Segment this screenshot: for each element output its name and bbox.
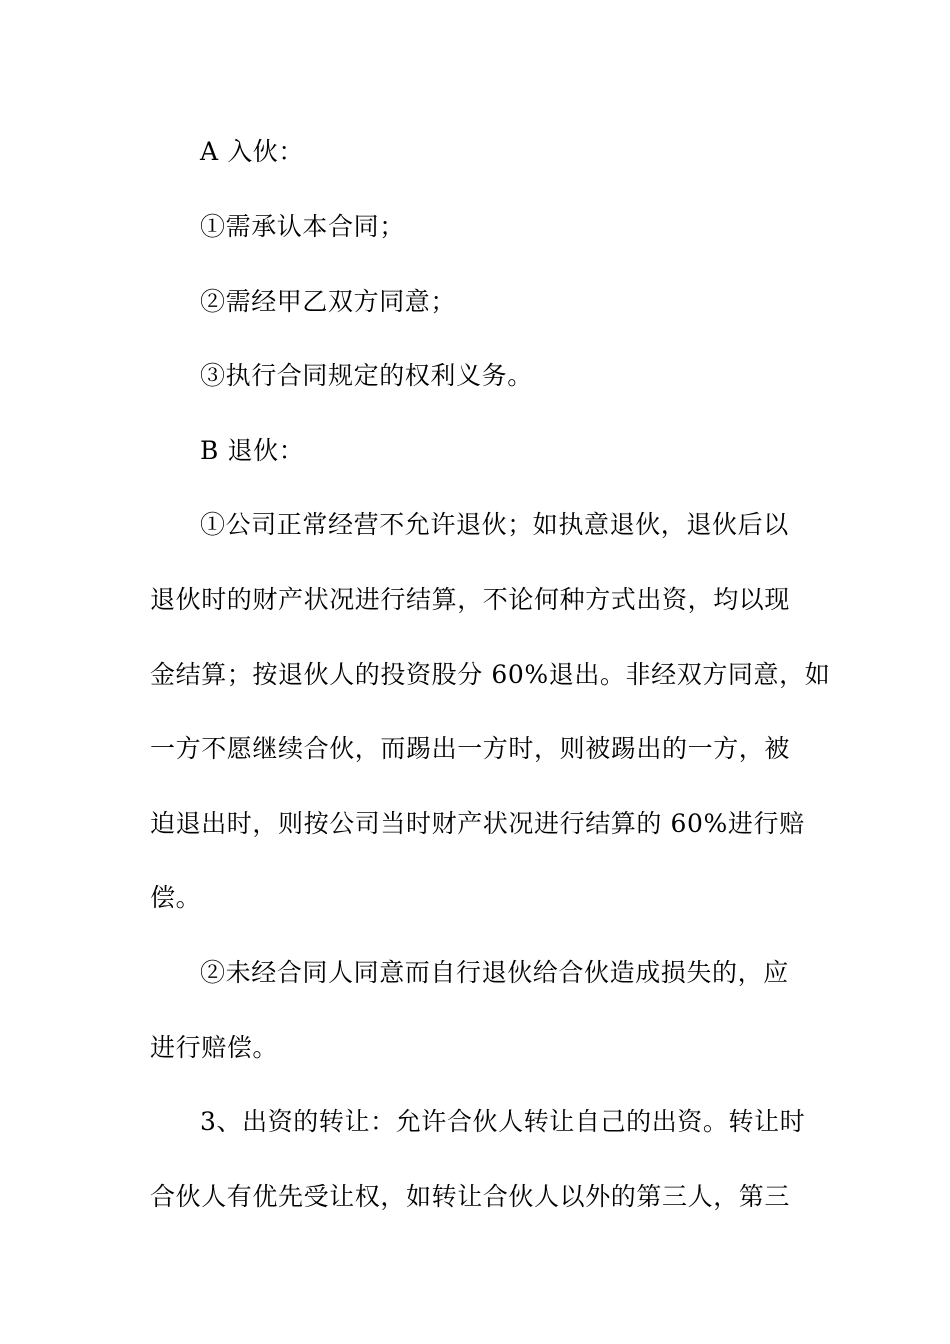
text-line-transfer-clause: 3、出资的转让：允许合伙人转让自己的出资。转让时 (200, 1107, 806, 1136)
text-line: 进行赔偿。 (150, 1033, 279, 1062)
text-line: 偿。 (150, 883, 202, 912)
text-line-join-item-3: ③执行合同规定的权利义务。 (200, 361, 533, 390)
text-line-join-item-1: ①需承认本合同； (200, 212, 405, 241)
text-line: 金结算；按退伙人的投资股分 60%退出。非经双方同意，如 (150, 660, 831, 689)
text-line: 退伙时的财产状况进行结算，不论何种方式出资，均以现 (150, 585, 791, 614)
text-line-withdraw-item-1: ①公司正常经营不允许退伙；如执意退伙，退伙后以 (200, 510, 789, 539)
text-line: 一方不愿继续合伙，而踢出一方时，则被踢出的一方，被 (150, 734, 791, 763)
text-line-join-item-2: ②需经甲乙双方同意； (200, 287, 457, 316)
text-line: 合伙人有优先受让权，如转让合伙人以外的第三人，第三 (150, 1182, 791, 1211)
text-line-join-heading: A 入伙： (200, 137, 305, 166)
text-line-withdraw-heading: B 退伙： (200, 436, 305, 465)
text-line: 迫退出时，则按公司当时财产状况进行结算的 60%进行赔 (150, 809, 805, 838)
text-line-withdraw-item-2: ②未经合同人同意而自行退伙给合伙造成损失的，应 (200, 958, 789, 987)
